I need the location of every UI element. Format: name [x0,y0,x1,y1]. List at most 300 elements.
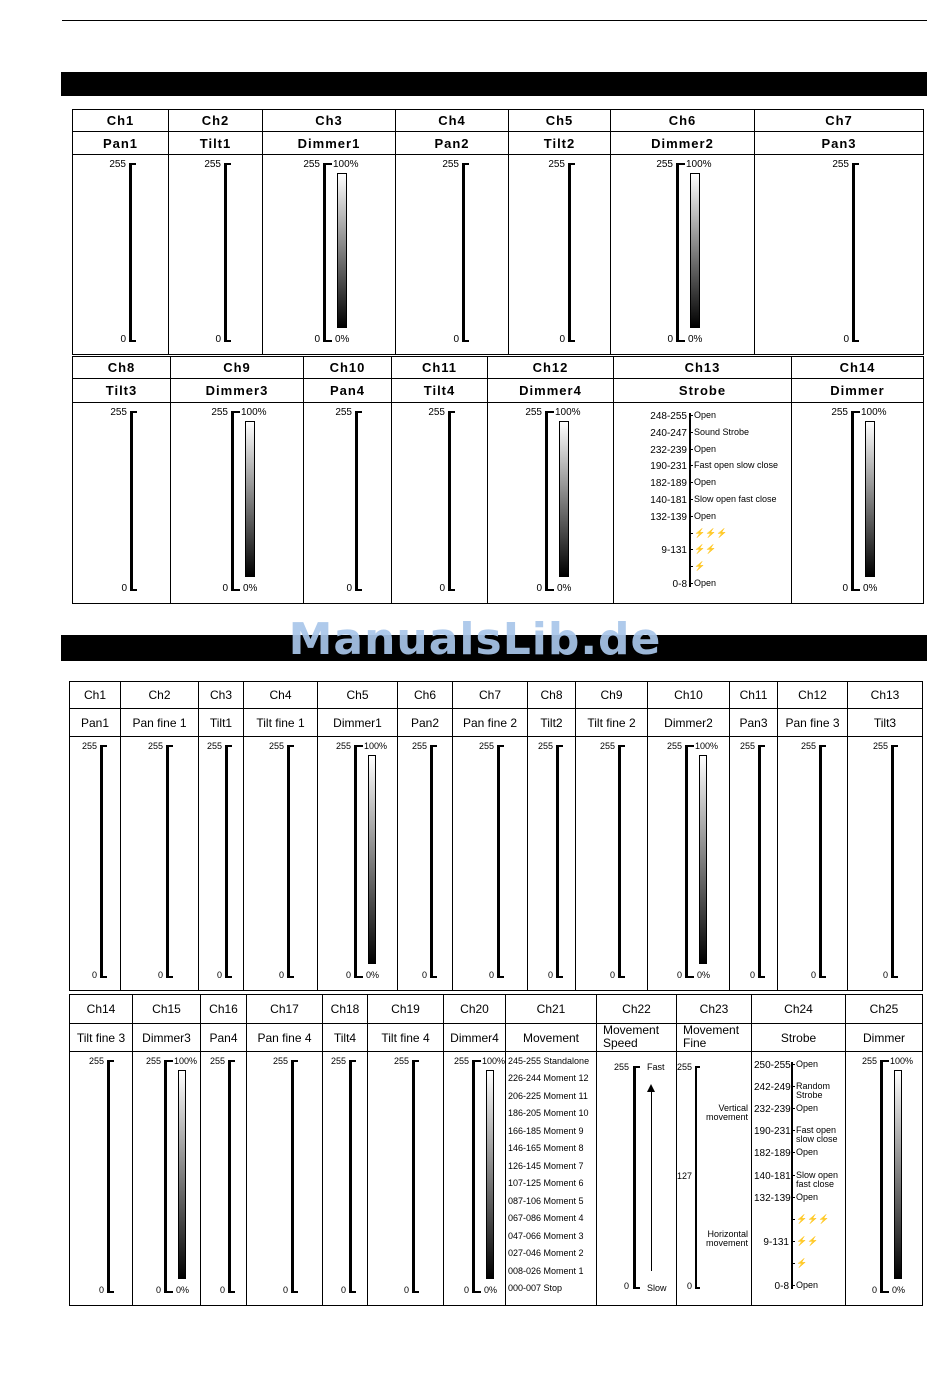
fader-bar [462,163,465,342]
scale-min-label: 0 [609,970,615,980]
scale-min-label: 0 [463,1285,469,1295]
strobe-range: 182-189 [650,478,687,490]
channel-number: Ch14 [792,357,923,379]
dimmer-bottom-tick [354,976,363,978]
channel-number: Ch6 [611,110,754,132]
strobe-tick [689,499,693,500]
dimmer-bar [354,745,357,978]
channel-number: Ch19 [368,995,443,1024]
channel-number: Ch5 [318,682,397,709]
dimmer-bar [164,1060,167,1293]
channel-function: Tilt fine 4 [368,1024,443,1052]
intensity-gradient [690,173,700,328]
channel-cell [648,682,730,990]
channel-number: Ch4 [396,110,508,132]
channel-function: Dimmer [792,379,923,403]
fader-top-tick [891,745,898,747]
strobe-desc: Slow open fast close [694,494,777,504]
fader-bottom-tick [852,340,859,342]
channel-number: Ch2 [169,110,262,132]
fader-top-tick [758,745,765,747]
channel-function: Pan4 [304,379,391,403]
fader-scale [730,741,777,982]
speed-bar [633,1066,636,1289]
fader-top-tick [224,163,231,165]
channel-number: Ch3 [263,110,395,132]
intensity-gradient [178,1070,186,1279]
scale-min-label: 0 [157,970,163,980]
intensity-gradient [368,755,376,964]
dimmer-bar [545,411,548,591]
intensity-gradient [894,1070,902,1279]
fader-bottom-tick [228,1291,235,1293]
dimmer-top-tick [545,411,554,413]
channel-cell [199,682,244,990]
scale-max-label: 255 [613,1062,629,1072]
scale-min-label: 0 [547,970,553,980]
fader-bar [412,1060,415,1293]
channel-function: Strobe [614,379,791,403]
movement-row: 107-125 Moment 6 [508,1178,584,1189]
percent-max-label: 100% [555,407,581,418]
horizontal-movement-label: Horizontal movement [705,1228,748,1248]
scale-max-label: 255 [110,407,127,418]
strobe-tick [689,516,693,517]
percent-min-label: 0% [557,583,572,594]
fader-bottom-tick [556,976,563,978]
channel-function: Pan3 [730,709,777,737]
strobe-tick [791,1285,795,1286]
scale-min-label: 0 [282,1285,288,1295]
vertical-movement-label: Vertical movement [705,1103,748,1123]
strobe-tick [791,1219,795,1220]
scale-min-label: 0 [215,334,221,345]
dimmer-bottom-tick [164,1291,173,1293]
fader-bar [291,1060,294,1293]
channel-function: Movement Speed [597,1024,676,1052]
channel-number: Ch13 [848,682,922,709]
scale-max-label: 255 [145,1056,161,1066]
fader-bottom-tick [107,1291,114,1293]
scale-min-label: 0 [439,583,445,594]
section-bar-1 [61,72,927,96]
percent-min-label: 0% [366,970,380,980]
channel-number: Ch15 [133,995,200,1024]
channel-function: Movement Fine [677,1024,751,1052]
intensity-gradient [559,421,569,577]
strobe-desc: Fast open slow close [694,460,779,471]
strobe-range: 9-131 [763,1236,789,1248]
channel-cell [792,357,923,603]
percent-max-label: 100% [241,407,267,418]
strobe-range: 0-8 [672,579,687,590]
strobe-range: 132-139 [650,511,687,523]
percent-min-label: 0% [697,970,711,980]
strobe-desc: Slow open fast close [796,1169,839,1189]
speed-bottom-tick [633,1287,640,1289]
strobe-desc: ⚡⚡ [694,544,717,555]
fader-bottom-tick [758,976,765,978]
strobe-range: 242-249 [754,1082,791,1094]
fader-bottom-tick [291,1291,298,1293]
scale-min-label: 0 [842,583,848,594]
movement-row: 047-066 Moment 3 [508,1230,584,1241]
fader-top-tick [568,163,575,165]
channel-number: Ch7 [755,110,923,132]
channel-function: Dimmer4 [444,1024,505,1052]
intensity-gradient [699,755,707,964]
strobe-desc: Open [796,1059,819,1069]
channel-cell [398,682,453,990]
channel-function: Tilt fine 2 [576,709,647,737]
fader-bottom-tick [224,340,231,342]
scale-min-label: 0 [403,1285,409,1295]
fader-bottom-tick [891,976,898,978]
scale-min-label: 0 [810,970,816,980]
strobe-desc: ⚡ [796,1257,808,1268]
channel-number: Ch10 [648,682,729,709]
channel-cell [368,995,444,1305]
fader-bar [819,745,822,978]
dimmer-scale [648,741,729,982]
fader-scale [368,1056,443,1297]
movement-row: 027-046 Moment 2 [508,1248,584,1259]
scale-max-label: 255 [268,741,284,751]
channel-number: Ch3 [199,682,243,709]
strobe-tick [689,415,693,416]
channel-cell [846,995,922,1305]
scale-max-label: 255 [548,159,565,170]
channel-function: Tilt4 [392,379,487,403]
fader-bottom-tick [448,589,455,591]
channel-cell [848,682,922,990]
watermark: ManualsLib.de [288,614,662,665]
fine-top-tick [695,1066,700,1068]
channel-cell [396,110,509,354]
channel-cell [444,995,506,1305]
fader-top-tick [166,745,173,747]
channel-number: Ch22 [597,995,676,1024]
scale-min-label: 0 [346,583,352,594]
channel-cell [73,357,171,603]
channel-number: Ch23 [677,995,751,1024]
strobe-tick [791,1152,795,1153]
percent-max-label: 100% [482,1056,506,1066]
scale-max-label: 255 [303,159,320,170]
fader-scale [453,741,527,982]
channel-cell [576,682,648,990]
dimmer-top-tick [164,1060,173,1062]
fader-bar [224,163,227,342]
channel-function: Tilt2 [509,132,610,155]
strobe-range: 182-189 [754,1148,791,1160]
channel-number: Ch20 [444,995,505,1024]
strobe-desc: ⚡⚡⚡ [694,527,728,538]
scale-max-label: 255 [442,159,459,170]
channel-function: Pan4 [201,1024,246,1052]
channel-function: Tilt1 [169,132,262,155]
fader-top-tick [291,1060,298,1062]
percent-min-label: 0% [243,583,258,594]
channel-function: Dimmer3 [133,1024,200,1052]
channel-cell [244,682,318,990]
scale-max-label: 255 [832,159,849,170]
strobe-scale [752,1056,845,1297]
percent-min-label: 0% [688,334,703,345]
fader-top-tick [852,163,859,165]
dimmer-scale [263,159,395,346]
strobe-desc: ⚡⚡ [796,1235,819,1246]
scale-min-label: 0 [345,970,351,980]
strobe-scale [614,407,791,595]
fader-scale [396,159,508,346]
fader-scale [201,1056,246,1297]
channel-function: Strobe [752,1024,845,1052]
dimmer-bar [851,411,854,591]
channel-number: Ch5 [509,110,610,132]
channel-cell [318,682,398,990]
dimmer-top-tick [676,163,685,165]
strobe-tick [689,465,693,466]
dimmer-scale [133,1056,200,1297]
fader-scale [199,741,243,982]
movement-list [506,1056,596,1297]
fader-top-tick [556,745,563,747]
movement-row: 226-244 Moment 12 [508,1073,589,1084]
fader-scale [755,159,923,346]
channel-cell [778,682,848,990]
percent-min-label: 0% [484,1285,498,1295]
movement-row: 008-026 Moment 1 [508,1265,584,1276]
scale-min-label: 0 [222,583,228,594]
table1-row1 [72,109,924,355]
speed-top-tick [633,1066,640,1068]
fader-bottom-tick [225,976,232,978]
fader-bar [107,1060,110,1293]
channel-cell [263,110,396,354]
fader-bottom-tick [129,340,136,342]
scale-min-label: 0 [121,583,127,594]
strobe-tick [791,1108,795,1109]
strobe-desc: Open [694,410,717,420]
channel-cell [509,110,611,354]
fader-top-tick [129,163,136,165]
scale-min-label: 0 [340,1285,346,1295]
channel-function: Pan fine 2 [453,709,527,737]
fader-scale [121,741,198,982]
dimmer-bottom-tick [676,340,685,342]
scale-max-label: 255 [537,741,553,751]
fader-scale [576,741,647,982]
percent-min-label: 0% [176,1285,190,1295]
strobe-tick [791,1197,795,1198]
fader-scale [169,159,262,346]
channel-cell [169,110,263,354]
scale-max-label: 255 [428,407,445,418]
channel-function: Dimmer1 [318,709,397,737]
dimmer-bar [880,1060,883,1293]
dimmer-top-tick [472,1060,481,1062]
fader-top-tick [107,1060,114,1062]
movement-row: 245-255 Standalone [508,1056,590,1066]
dimmer-top-tick [354,745,363,747]
fader-bar [852,163,855,342]
fast-label: Fast [647,1062,665,1072]
strobe-desc: Fast open slow close [796,1125,838,1145]
fader-bar [497,745,500,978]
strobe-tick [791,1175,795,1176]
fader-top-tick [100,745,107,747]
fader-bar [891,745,894,978]
channel-number: Ch9 [171,357,303,379]
strobe-desc: Open [694,443,717,454]
channel-number: Ch9 [576,682,647,709]
channel-function: Pan1 [70,709,120,737]
strobe-tick [791,1263,795,1264]
fader-bar [568,163,571,342]
channel-cell [70,682,121,990]
dimmer-top-tick [851,411,860,413]
dimmer-scale [846,1056,922,1297]
channel-cell [614,357,792,603]
fader-bottom-tick [568,340,575,342]
table2-row2 [69,994,923,1306]
fader-top-tick [497,745,504,747]
fader-bar [100,745,103,978]
fader-top-tick [228,1060,235,1062]
fader-bar [448,411,451,591]
strobe-range: 9-131 [661,545,687,557]
intensity-gradient [865,421,875,577]
scale-max-label: 255 [677,1062,693,1072]
channel-number: Ch11 [392,357,487,379]
channel-number: Ch17 [247,995,322,1024]
fader-scale [70,741,120,982]
channel-function: Tilt1 [199,709,243,737]
scale-min-label: 0 [536,583,542,594]
scale-min-label: 0 [667,334,673,345]
fader-bottom-tick [618,976,625,978]
fader-scale [848,741,922,982]
channel-number: Ch18 [323,995,367,1024]
strobe-desc: Open [694,578,717,588]
channel-cell [755,110,923,354]
channel-function: Tilt fine 3 [70,1024,132,1052]
channel-function: Tilt4 [323,1024,367,1052]
fader-bar [130,411,133,591]
channel-cell [528,682,576,990]
fader-bottom-tick [130,589,137,591]
scale-max-label: 255 [204,159,221,170]
scale-max-label: 255 [831,407,848,418]
channel-cell [121,682,199,990]
channel-cell [506,995,597,1305]
movement-row: 206-225 Moment 11 [508,1090,588,1101]
channel-number: Ch2 [121,682,198,709]
channel-number: Ch24 [752,995,845,1024]
channel-cell [488,357,614,603]
strobe-range: 190-231 [754,1126,791,1138]
strobe-desc: Random Strobe [796,1081,831,1101]
strobe-tick [689,583,693,584]
channel-function: Tilt2 [528,709,575,737]
fader-top-tick [349,1060,356,1062]
movement-row: 126-145 Moment 7 [508,1160,584,1171]
percent-max-label: 100% [333,159,359,170]
fader-bar [556,745,559,978]
percent-max-label: 100% [861,407,887,418]
fader-top-tick [430,745,437,747]
channel-cell [323,995,368,1305]
percent-min-label: 0% [335,334,350,345]
fader-top-tick [819,745,826,747]
scale-max-label: 255 [330,1056,346,1066]
strobe-range: 232-239 [754,1104,791,1116]
scale-max-label: 255 [411,741,427,751]
strobe-desc: Sound Strobe [694,426,750,437]
scale-max-label: 255 [739,741,755,751]
channel-number: Ch12 [778,682,847,709]
scale-min-label: 0 [421,970,427,980]
strobe-desc: Open [796,1147,819,1158]
scale-max-label: 255 [872,741,888,751]
dimmer-bottom-tick [472,1291,481,1293]
channel-number: Ch13 [614,357,791,379]
scale-max-label: 255 [147,741,163,751]
fader-scale [73,407,170,595]
fine-scale [677,1056,751,1297]
channel-number: Ch6 [398,682,452,709]
strobe-desc: Open [796,1280,819,1290]
strobe-range: 190-231 [650,461,687,473]
fader-bottom-tick [166,976,173,978]
channel-function: Pan fine 4 [247,1024,322,1052]
speed-scale [597,1056,676,1297]
scale-min-label: 0 [882,970,888,980]
fader-bottom-tick [430,976,437,978]
scale-max-label: 255 [861,1056,877,1066]
channel-number: Ch25 [846,995,922,1024]
top-rule [62,20,927,21]
fader-bar [349,1060,352,1293]
dimmer-top-tick [685,745,694,747]
strobe-range: 140-181 [650,495,687,506]
channel-cell [133,995,201,1305]
fader-top-tick [225,745,232,747]
strobe-bar [689,413,691,587]
fader-bottom-tick [287,976,294,978]
channel-cell [247,995,323,1305]
channel-function: Tilt3 [848,709,922,737]
dimmer-bottom-tick [545,589,554,591]
fader-bottom-tick [349,1291,356,1293]
channel-cell [304,357,392,603]
scale-min-label: 0 [749,970,755,980]
strobe-range: 250-255 [754,1060,791,1071]
channel-cell [392,357,488,603]
percent-max-label: 100% [695,741,719,751]
scale-min-label: 0 [216,970,222,980]
channel-number: Ch8 [73,357,170,379]
strobe-tick [791,1064,795,1065]
fader-bottom-tick [412,1291,419,1293]
fader-scale [392,407,487,595]
channel-function: Movement [506,1024,596,1052]
channel-cell [70,995,133,1305]
scale-max-label: 255 [800,741,816,751]
scale-min-label: 0 [676,970,682,980]
strobe-range: 0-8 [774,1281,789,1292]
